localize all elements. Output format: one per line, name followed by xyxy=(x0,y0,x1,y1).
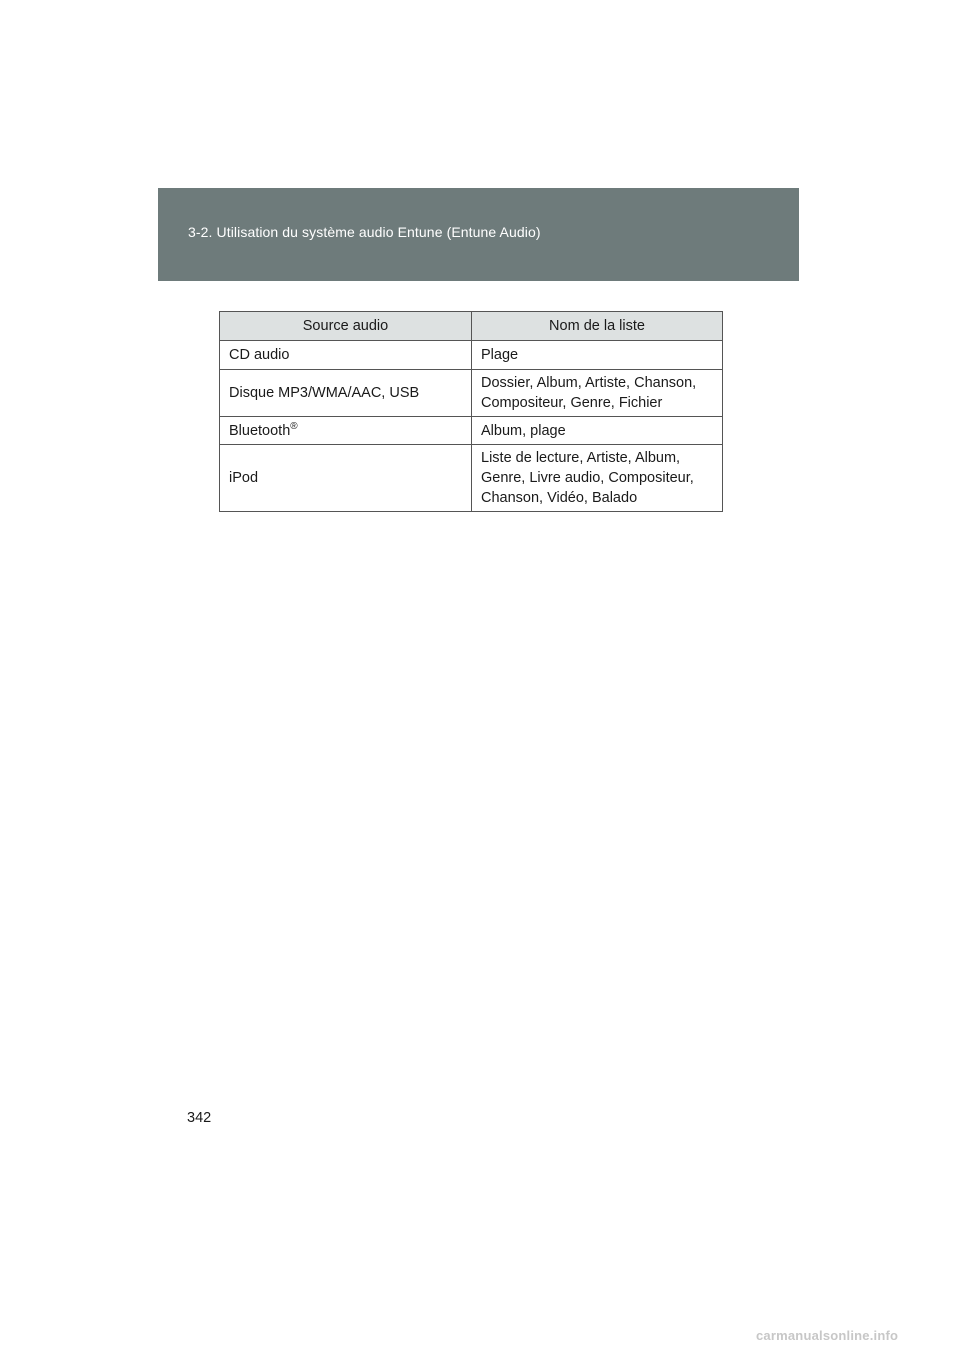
column-header-list-name: Nom de la liste xyxy=(472,312,723,341)
registered-mark: ® xyxy=(290,420,298,432)
cell-list-name: Liste de lecture, Artiste, Album, Genre, Livre audio, Compositeur, Chanson, Vidéo, Balado xyxy=(472,445,723,512)
table-header-row xyxy=(220,312,723,341)
cell-list-name: Plage xyxy=(472,341,723,370)
page-number: 342 xyxy=(187,1110,212,1126)
column-header-source: Source audio xyxy=(220,312,472,341)
cell-source: CD audio xyxy=(220,341,472,370)
cell-list-name: Album, plage xyxy=(472,417,723,445)
cell-source: iPod xyxy=(220,445,472,512)
table-row xyxy=(220,370,723,417)
table-row xyxy=(220,417,723,445)
cell-source: Disque MP3/WMA/AAC, USB xyxy=(220,370,472,417)
table-row xyxy=(220,445,723,512)
cell-source-text: Bluetooth xyxy=(229,422,291,439)
watermark-text: carmanualsonline.info xyxy=(756,1328,899,1343)
audio-source-list-table xyxy=(219,311,723,512)
cell-source xyxy=(220,417,472,445)
section-title: 3-2. Utilisation du système audio Entune (Entune Audio) xyxy=(188,224,541,240)
cell-list-name: Dossier, Album, Artiste, Chanson, Compositeur, Genre, Fichier xyxy=(472,370,723,417)
table-row xyxy=(220,341,723,370)
section-header-band xyxy=(158,188,799,281)
